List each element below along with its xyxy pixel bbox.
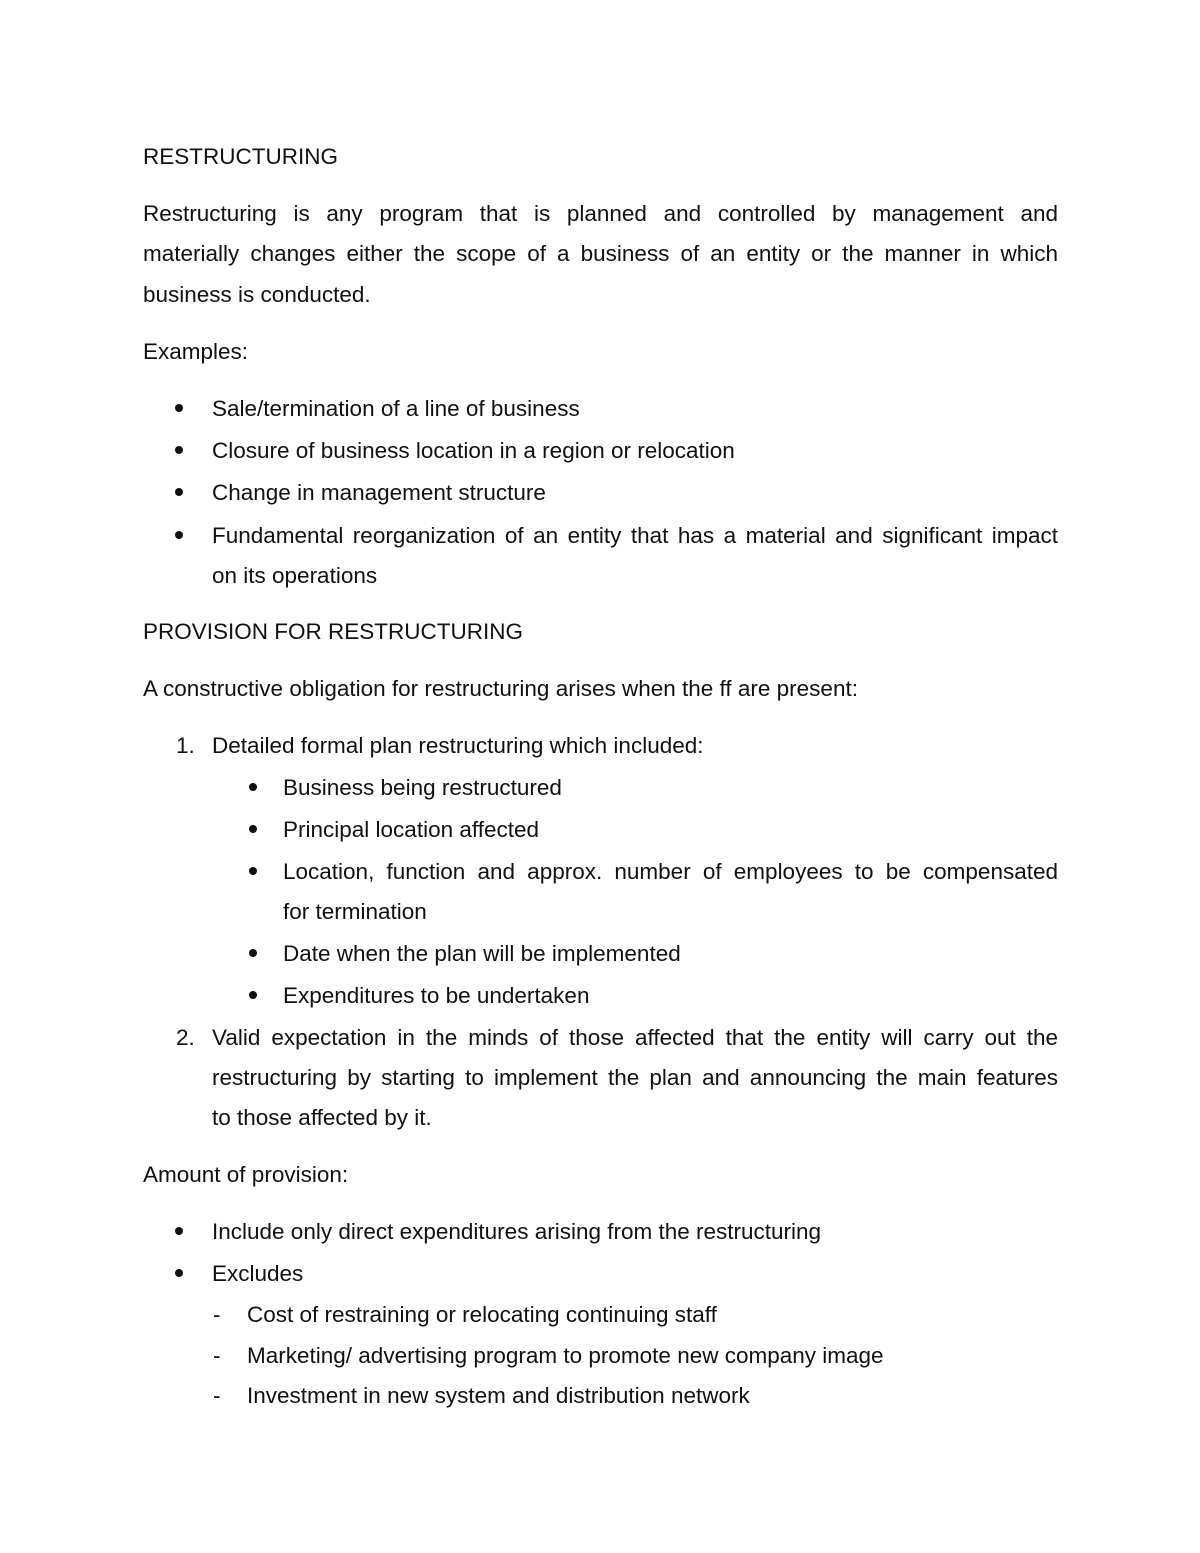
definition-line-1: Restructuring is any program that is planned and controlled by management and xyxy=(143,201,1058,226)
plan-subitem-4: Date when the plan will be implemented xyxy=(283,941,681,966)
provision-bullet-1: Include only direct expenditures arising from the restructuring xyxy=(212,1219,822,1244)
heading-restructuring: RESTRUCTURING xyxy=(143,144,338,169)
plan-subitem-3-continuation: for termination xyxy=(283,899,427,924)
bullet-icon xyxy=(249,783,257,791)
provision-bullet-2: Excludes xyxy=(212,1261,304,1286)
constructive-obligation-intro: A constructive obligation for restructuring arises when the ff are present: xyxy=(143,676,858,701)
plan-subitem-5: Expenditures to be undertaken xyxy=(283,983,590,1008)
bullet-icon xyxy=(175,1269,183,1277)
definition-line-3: business is conducted. xyxy=(143,282,371,307)
excludes-item-3: Investment in new system and distribution network xyxy=(247,1383,750,1408)
plan-subitem-3: Location, function and approx. number of employees to be compensated xyxy=(283,859,1058,884)
list-number-1: 1. xyxy=(176,733,195,758)
heading-provision-for-restructuring: PROVISION FOR RESTRUCTURING xyxy=(143,619,524,644)
excludes-item-1: Cost of restraining or relocating continuing staff xyxy=(247,1302,717,1327)
bullet-icon xyxy=(249,949,257,957)
bullet-icon xyxy=(175,404,183,412)
amount-of-provision-label: Amount of provision: xyxy=(143,1162,349,1187)
numbered-item-2-line-1: Valid expectation in the minds of those affected that the entity will carry out the xyxy=(212,1025,1058,1050)
excludes-item-2: Marketing/ advertising program to promote new company image xyxy=(247,1343,884,1368)
bullet-icon xyxy=(249,991,257,999)
dash-marker: - xyxy=(213,1343,221,1368)
example-item-4-continuation: on its operations xyxy=(212,563,378,588)
numbered-item-1: Detailed formal plan restructuring which included: xyxy=(212,733,704,758)
examples-label: Examples: xyxy=(143,339,249,364)
plan-subitem-1: Business being restructured xyxy=(283,775,562,800)
example-item-2: Closure of business location in a region or relocation xyxy=(212,438,735,463)
definition-line-2: materially changes either the scope of a business of an entity or the manner in which xyxy=(143,241,1058,266)
bullet-icon xyxy=(175,1227,183,1235)
dash-marker: - xyxy=(213,1302,221,1327)
bullet-icon xyxy=(175,446,183,454)
list-number-2: 2. xyxy=(176,1025,195,1050)
bullet-icon xyxy=(175,488,183,496)
example-item-3: Change in management structure xyxy=(212,480,546,505)
numbered-item-2-line-2: restructuring by starting to implement the plan and announcing the main features xyxy=(212,1065,1058,1090)
numbered-item-2-line-3: to those affected by it. xyxy=(212,1105,432,1130)
bullet-icon xyxy=(249,825,257,833)
bullet-icon xyxy=(249,867,257,875)
plan-subitem-2: Principal location affected xyxy=(283,817,539,842)
dash-marker: - xyxy=(213,1383,221,1408)
bullet-icon xyxy=(175,531,183,539)
example-item-1: Sale/termination of a line of business xyxy=(212,396,580,421)
example-item-4: Fundamental reorganization of an entity that has a material and significant impact xyxy=(212,523,1058,548)
